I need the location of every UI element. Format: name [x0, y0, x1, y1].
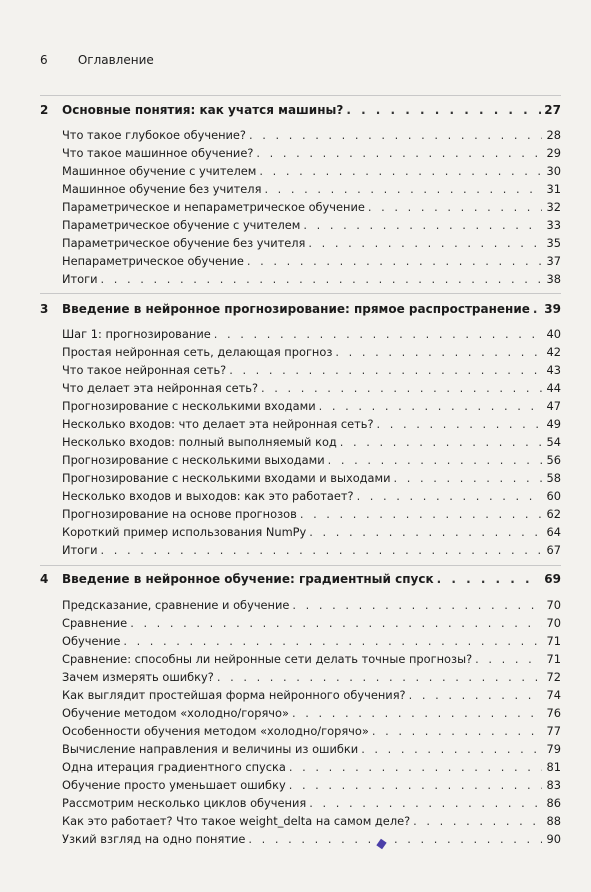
toc-entry[interactable]	[62, 200, 561, 217]
entry-title: Параметрическое обучение без учителя	[62, 236, 306, 250]
toc-entry[interactable]	[62, 435, 561, 452]
entry-title: Простая нейронная сеть, делающая прогноз	[62, 345, 333, 359]
dot-leader	[130, 616, 542, 630]
toc-entry[interactable]	[62, 670, 561, 687]
entry-page: 43	[546, 363, 561, 377]
toc-entry[interactable]	[62, 598, 561, 615]
toc-entry[interactable]	[62, 796, 561, 813]
entry-page: 42	[546, 345, 561, 359]
entry-title: Прогнозирование с несколькими входами и выходами	[62, 471, 391, 485]
dot-leader	[123, 634, 542, 648]
toc-entry[interactable]	[62, 742, 561, 759]
entry-page: 74	[546, 688, 561, 702]
divider	[40, 565, 561, 566]
entry-title: Прогнозирование на основе прогнозов	[62, 507, 297, 521]
toc-entry[interactable]	[62, 218, 561, 235]
dot-leader	[101, 543, 542, 557]
entry-page: 62	[546, 507, 561, 521]
chapter-page: 39	[544, 302, 561, 316]
toc-entry[interactable]	[62, 417, 561, 434]
toc-entry[interactable]	[62, 634, 561, 651]
chapter-page: 69	[544, 572, 561, 586]
entry-title: Что делает эта нейронная сеть?	[62, 381, 258, 395]
entry-page: 70	[546, 598, 561, 612]
toc-chapter-3[interactable]	[40, 302, 561, 320]
entry-page: 64	[546, 525, 561, 539]
toc-entry[interactable]	[62, 399, 561, 416]
entry-page: 71	[546, 652, 561, 666]
entry-title: Вычисление направления и величины из ошибки	[62, 742, 359, 756]
entry-page: 47	[546, 399, 561, 413]
dot-leader	[309, 796, 542, 810]
chapter-number: 3	[40, 302, 49, 316]
toc-entry[interactable]	[62, 507, 561, 524]
entry-page: 44	[546, 381, 561, 395]
entry-page: 77	[546, 724, 561, 738]
dot-leader	[340, 435, 542, 449]
entry-page: 86	[546, 796, 561, 810]
dot-leader	[214, 327, 542, 341]
entry-page: 32	[546, 200, 561, 214]
entry-page: 56	[546, 453, 561, 467]
chapter-number: 2	[40, 103, 49, 117]
entry-title: Сравнение: способны ли нейронные сети делать точные прогнозы?	[62, 652, 473, 666]
entry-title: Одна итерация градиентного спуска	[62, 760, 286, 774]
dot-leader	[413, 814, 542, 828]
entry-title: Короткий пример использования NumPy	[62, 525, 307, 539]
dot-leader	[533, 302, 541, 316]
dot-leader	[292, 706, 542, 720]
entry-title: Параметрическое и непараметрическое обучение	[62, 200, 365, 214]
entry-title: Предсказание, сравнение и обучение	[62, 598, 290, 612]
dot-leader	[289, 778, 542, 792]
toc-chapter-2[interactable]	[40, 103, 561, 121]
entry-title: Несколько входов: полный выполняемый код	[62, 435, 337, 449]
entry-page: 40	[546, 327, 561, 341]
dot-leader	[289, 760, 542, 774]
dot-leader	[300, 507, 542, 521]
entry-title: Узкий взгляд на одно понятие	[62, 832, 246, 846]
toc-entry[interactable]	[62, 363, 561, 380]
dot-leader	[357, 489, 542, 503]
dot-leader	[361, 742, 542, 756]
entry-title: Как это работает? Что такое weight_delta на самом деле?	[62, 814, 411, 828]
entry-page: 71	[546, 634, 561, 648]
dot-leader	[346, 103, 541, 117]
dot-leader	[394, 471, 542, 485]
toc-entry[interactable]	[62, 832, 561, 849]
entry-page: 76	[546, 706, 561, 720]
entry-title: Итоги	[62, 272, 98, 286]
dot-leader	[264, 182, 542, 196]
dot-leader	[335, 345, 542, 359]
entry-title: Прогнозирование с несколькими выходами	[62, 453, 325, 467]
entry-title: Параметрическое обучение с учителем	[62, 218, 301, 232]
toc-entry[interactable]	[62, 724, 561, 741]
entry-page: 88	[546, 814, 561, 828]
toc-entry[interactable]	[62, 254, 561, 271]
toc-entry[interactable]	[62, 327, 561, 344]
chapter-title: Введение в нейронное обучение: градиентный спуск	[62, 572, 434, 586]
entry-title: Что такое глубокое обучение?	[62, 128, 246, 142]
toc-entry[interactable]	[62, 381, 561, 398]
entry-title: Несколько входов: что делает эта нейронная сеть?	[62, 417, 374, 431]
entry-title: Несколько входов и выходов: как это работает?	[62, 489, 354, 503]
toc-entry[interactable]	[62, 146, 561, 163]
toc-entry[interactable]	[62, 814, 561, 831]
entry-title: Итоги	[62, 543, 98, 557]
toc-entry[interactable]	[62, 236, 561, 253]
entry-page: 54	[546, 435, 561, 449]
dot-leader	[229, 363, 542, 377]
dot-leader	[409, 688, 542, 702]
entry-page: 30	[546, 164, 561, 178]
toc-entry[interactable]	[62, 345, 561, 362]
entry-page: 49	[546, 417, 561, 431]
entry-page: 38	[546, 272, 561, 286]
chapter-page: 27	[544, 103, 561, 117]
entry-title: Машинное обучение с учителем	[62, 164, 257, 178]
entry-page: 90	[546, 832, 561, 846]
entry-page: 81	[546, 760, 561, 774]
toc-entry[interactable]	[62, 652, 561, 669]
entry-page: 33	[546, 218, 561, 232]
entry-title: Шаг 1: прогнозирование	[62, 327, 211, 341]
entry-page: 35	[546, 236, 561, 250]
toc-entry[interactable]	[62, 128, 561, 145]
toc-entry[interactable]	[62, 543, 561, 560]
toc-chapter-4[interactable]	[40, 572, 561, 590]
dot-leader	[377, 417, 542, 431]
entry-page: 67	[546, 543, 561, 557]
chapter-title: Основные понятия: как учатся машины?	[62, 103, 344, 117]
page-number: 6	[40, 53, 48, 67]
entry-page: 58	[546, 471, 561, 485]
toc-entry[interactable]	[62, 182, 561, 199]
toc-entry[interactable]	[62, 616, 561, 633]
dot-leader	[372, 724, 542, 738]
toc-entry[interactable]	[62, 489, 561, 506]
dot-leader	[247, 254, 542, 268]
entry-title: Зачем измерять ошибку?	[62, 670, 214, 684]
dot-leader	[256, 146, 542, 160]
dot-leader	[328, 453, 542, 467]
dot-leader	[248, 832, 542, 846]
toc-entry[interactable]	[62, 778, 561, 795]
entry-page: 70	[546, 616, 561, 630]
entry-page: 31	[546, 182, 561, 196]
dot-leader	[309, 525, 542, 539]
entry-page: 79	[546, 742, 561, 756]
entry-title: Что такое машинное обучение?	[62, 146, 254, 160]
entry-title: Особенности обучения методом «холодно/горячо»	[62, 724, 369, 738]
entry-title: Обучение просто уменьшает ошибку	[62, 778, 286, 792]
dot-leader	[475, 652, 542, 666]
toc-entry[interactable]	[62, 688, 561, 705]
toc-entry[interactable]	[62, 706, 561, 723]
dot-leader	[249, 128, 542, 142]
entry-title: Непараметрическое обучение	[62, 254, 244, 268]
divider	[40, 95, 561, 96]
dot-leader	[437, 572, 542, 586]
dot-leader	[101, 272, 542, 286]
running-head	[40, 53, 154, 67]
dot-leader	[259, 164, 542, 178]
toc-entry[interactable]	[62, 760, 561, 777]
toc-entry[interactable]	[62, 272, 561, 289]
entry-title: Обучение методом «холодно/горячо»	[62, 706, 289, 720]
dot-leader	[217, 670, 542, 684]
entry-page: 29	[546, 146, 561, 160]
entry-title: Что такое нейронная сеть?	[62, 363, 227, 377]
chapter-title: Введение в нейронное прогнозирование: прямое распространение	[62, 302, 530, 316]
dot-leader	[319, 399, 542, 413]
toc-entry[interactable]	[62, 525, 561, 542]
divider	[40, 293, 561, 294]
entry-page: 37	[546, 254, 561, 268]
page-title: Оглавление	[77, 53, 154, 67]
dot-leader	[303, 218, 542, 232]
dot-leader	[368, 200, 542, 214]
entry-page: 72	[546, 670, 561, 684]
dot-leader	[308, 236, 542, 250]
dot-leader	[261, 381, 542, 395]
entry-title: Рассмотрим несколько циклов обучения	[62, 796, 307, 810]
entry-page: 83	[546, 778, 561, 792]
entry-title: Прогнозирование с несколькими входами	[62, 399, 316, 413]
dot-leader	[292, 598, 542, 612]
entry-page: 28	[546, 128, 561, 142]
toc-entry[interactable]	[62, 453, 561, 470]
entry-title: Как выглядит простейшая форма нейронного обучения?	[62, 688, 406, 702]
chapter-number: 4	[40, 572, 49, 586]
toc-entry[interactable]	[62, 471, 561, 488]
entry-title: Машинное обучение без учителя	[62, 182, 262, 196]
entry-title: Обучение	[62, 634, 121, 648]
entry-page: 60	[546, 489, 561, 503]
entry-title: Сравнение	[62, 616, 128, 630]
toc-entry[interactable]	[62, 164, 561, 181]
